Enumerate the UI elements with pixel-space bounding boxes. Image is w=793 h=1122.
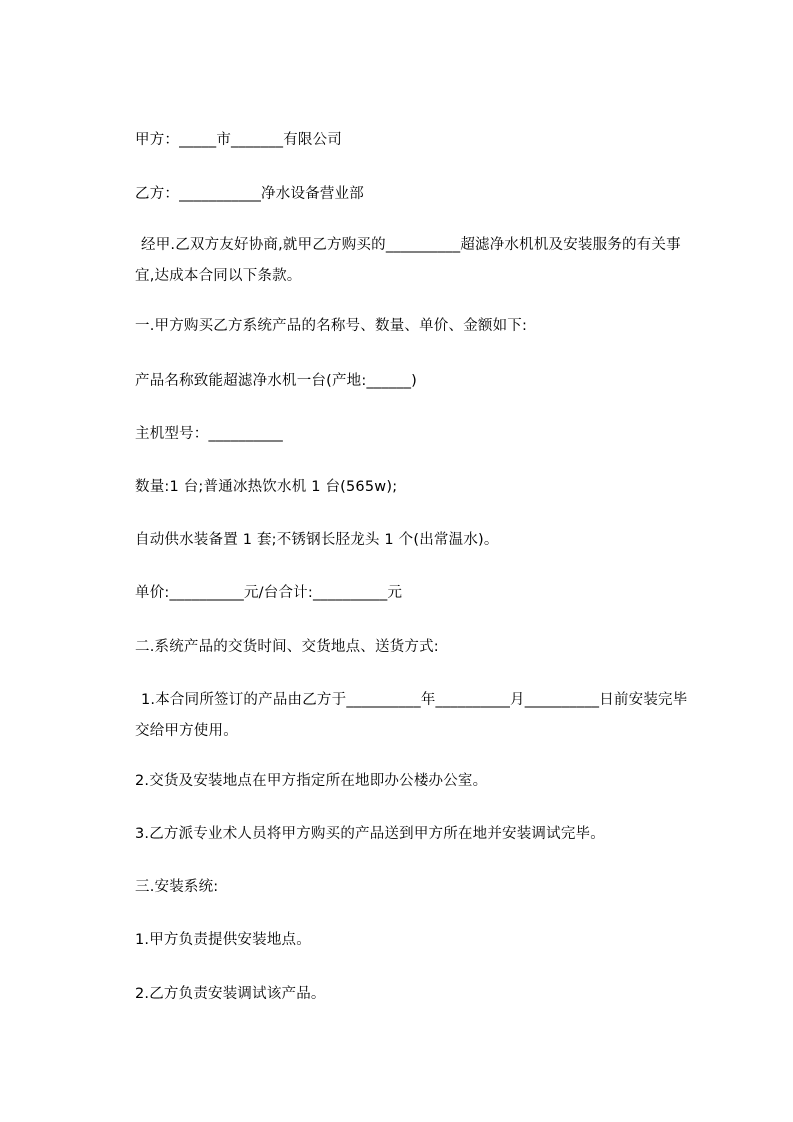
model-number-line: 主机型号：__________ <box>135 426 283 442</box>
party-b-line: 乙方：___________净水设备营业部 <box>135 186 364 202</box>
product-name-line: 产品名称致能超滤净水机一台(产地:______) <box>135 373 417 389</box>
installation-staff-line: 3.乙方派专业术人员将甲方购买的产品送到甲方所在地并安装调试完毕。 <box>135 826 605 842</box>
delivery-time-paragraph: 1.本合同所签订的产品由乙方于__________年__________月__________日前安装完毕交给甲方使用。 <box>135 692 688 739</box>
install-debug-line: 2.乙方负责安装调试该产品。 <box>135 986 326 1002</box>
section-one-heading: 一.甲方购买乙方系统产品的名称号、数量、单价、金额如下: <box>135 318 528 334</box>
section-three-heading: 三.安装系统: <box>135 879 219 895</box>
quantity-line: 数量:1 台;普通冰热饮水机 1 台(565w); <box>135 479 398 495</box>
install-site-line: 1.甲方负责提供安装地点。 <box>135 932 311 948</box>
section-two-heading: 二.系统产品的交货时间、交货地点、送货方式: <box>135 639 439 655</box>
price-line: 单价:__________元/台合计:__________元 <box>135 585 403 601</box>
party-a-line: 甲方：_____市_______有限公司 <box>135 132 342 148</box>
equipment-line: 自动供水装备置 1 套;不锈钢长胫龙头 1 个(出常温水)。 <box>135 532 499 548</box>
delivery-location-line: 2.交货及安装地点在甲方指定所在地即办公楼办公室。 <box>135 773 488 789</box>
preamble-paragraph: 经甲.乙双方友好协商,就甲乙方购买的__________超滤净水机机及安装服务的有关事宜,达成本合同以下条款。 <box>135 237 681 284</box>
